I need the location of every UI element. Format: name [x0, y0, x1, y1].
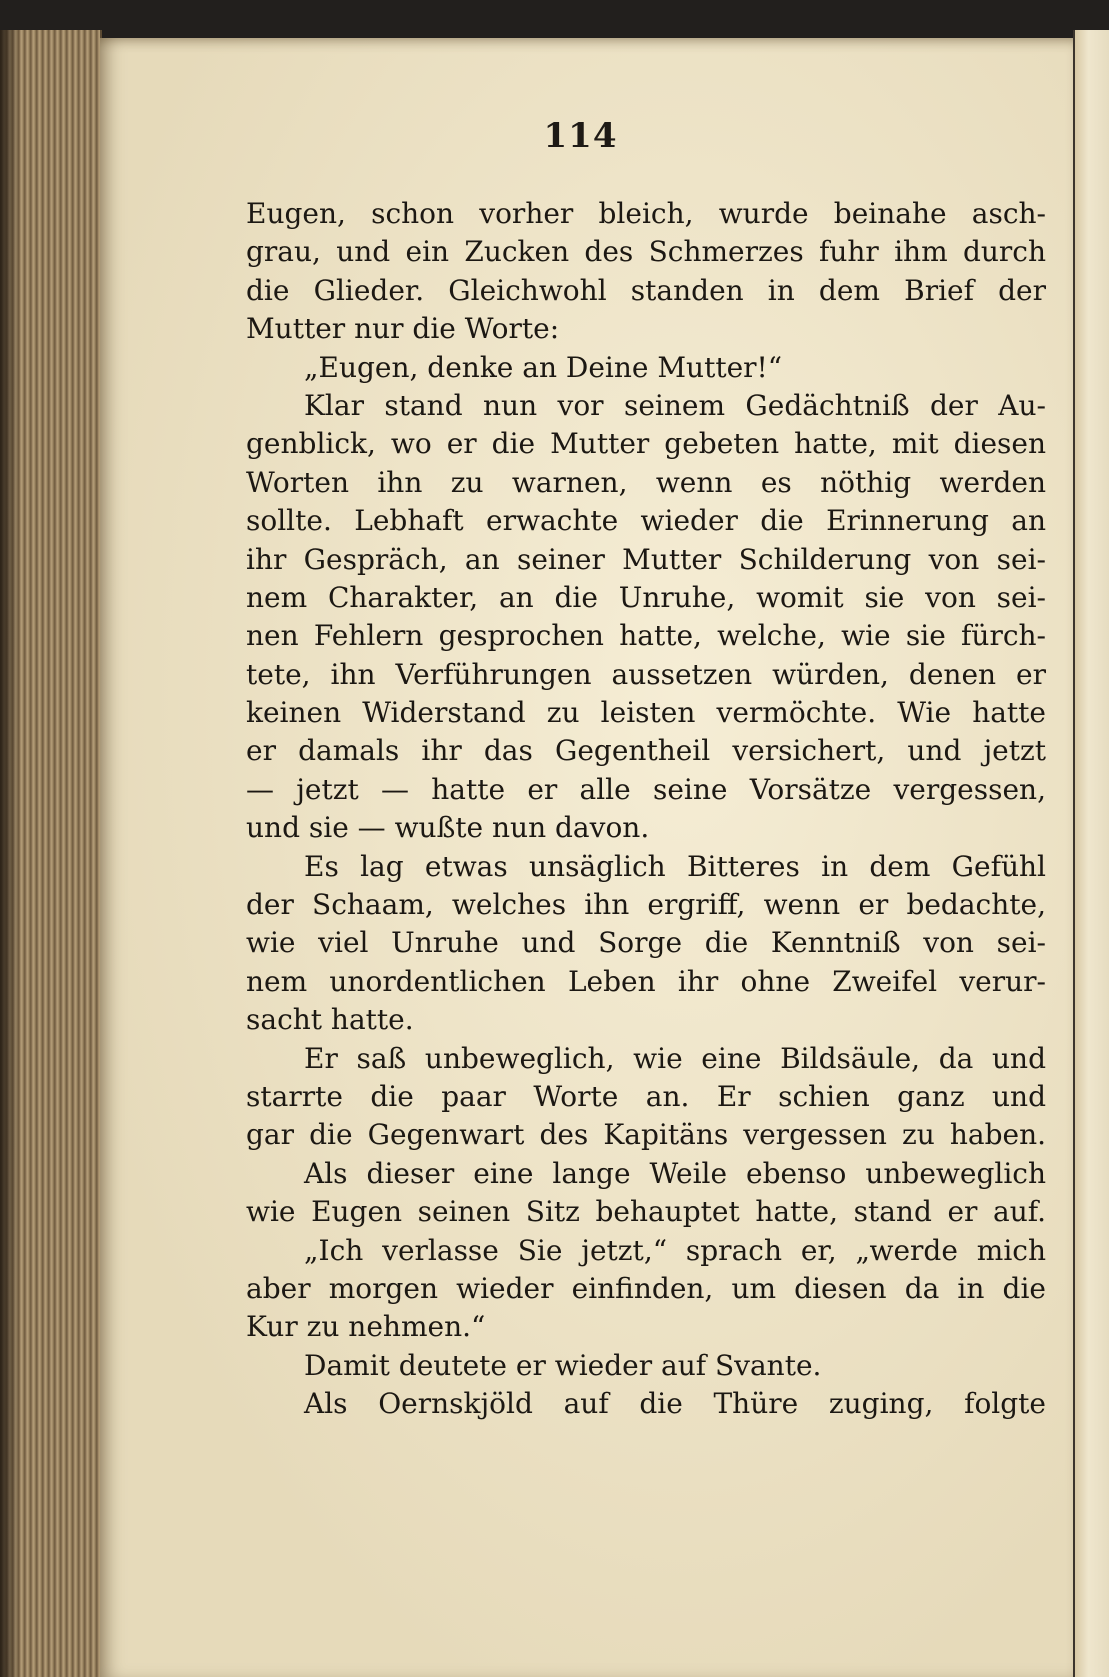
text-line: sollte. Lebhaft erwachte wieder die Erinnerung an — [246, 504, 1046, 538]
scan-background — [0, 0, 1109, 40]
text-line: Mutter nur die Worte: — [246, 312, 560, 346]
text-line: nem Charakter, an die Unruhe, womit sie von sei- — [246, 580, 1046, 614]
text-line: Damit deutete er wieder auf Svante. — [304, 1348, 822, 1382]
text-line: Als Oernskjöld auf die Thüre zuging, folgte — [304, 1387, 1046, 1421]
text-line: „Ich verlasse Sie jetzt,“ sprach er, „werde mich — [304, 1233, 1046, 1267]
text-line: keinen Widerstand zu leisten vermöchte. Wie hatte — [246, 696, 1046, 730]
text-line: wie viel Unruhe und Sorge die Kenntniß von sei- — [246, 926, 1046, 960]
text-line: nen Fehlern gesprochen hatte, welche, wie sie fürch- — [246, 619, 1046, 653]
page-edges-shadow — [0, 30, 20, 1677]
text-line: Kur zu nehmen.“ — [246, 1310, 486, 1344]
page-text — [246, 195, 1046, 1424]
text-line: ihr Gespräch, an seiner Mutter Schilderung von sei- — [246, 542, 1046, 576]
text-line: Eugen, schon vorher bleich, wurde beinahe asch- — [246, 197, 1046, 230]
text-line: der Schaam, welches ihn ergriff, wenn er bedachte, — [246, 888, 1046, 922]
text-line: wie Eugen seinen Sitz behauptet hatte, stand er auf. — [246, 1195, 1046, 1229]
text-line: Worten ihn zu warnen, wenn es nöthig werden — [246, 465, 1046, 499]
facing-page-edge — [1073, 30, 1109, 1677]
text-line: gar die Gegenwart des Kapitäns vergessen zu haben. — [246, 1118, 1046, 1152]
text-line: nem unordentlichen Leben ihr ohne Zweifel verur- — [246, 964, 1046, 998]
text-line: starrte die paar Worte an. Er schien ganz und — [246, 1079, 1046, 1113]
text-line: Als dieser eine lange Weile ebenso unbeweglich — [304, 1156, 1046, 1190]
text-line: „Eugen, denke an Deine Mutter!“ — [304, 350, 783, 384]
text-line: Er saß unbeweglich, wie eine Bildsäule, da und — [304, 1041, 1046, 1075]
text-line: grau, und ein Zucken des Schmerzes fuhr ihm durch — [246, 235, 1046, 269]
page-number: 114 — [543, 116, 618, 156]
text-line: Klar stand nun vor seinem Gedächtniß der Au- — [304, 388, 1046, 422]
text-line: Es lag etwas unsäglich Bitteres in dem Gefühl — [304, 849, 1046, 883]
text-line: tete, ihn Verführungen aussetzen würden, denen er — [246, 657, 1046, 691]
text-line: sacht hatte. — [246, 1003, 414, 1037]
text-line: die Glieder. Gleichwohl standen in dem Brief der — [246, 273, 1046, 307]
book-page — [100, 38, 1073, 1677]
text-line: genblick, wo er die Mutter gebeten hatte, mit diesen — [246, 427, 1046, 461]
text-line: aber morgen wieder einfinden, um diesen da in die — [246, 1271, 1046, 1305]
text-line: — jetzt — hatte er alle seine Vorsätze vergessen, — [246, 772, 1046, 806]
text-line: und sie — wußte nun davon. — [246, 811, 650, 845]
text-line: er damals ihr das Gegentheil versichert, und jetzt — [246, 734, 1046, 768]
